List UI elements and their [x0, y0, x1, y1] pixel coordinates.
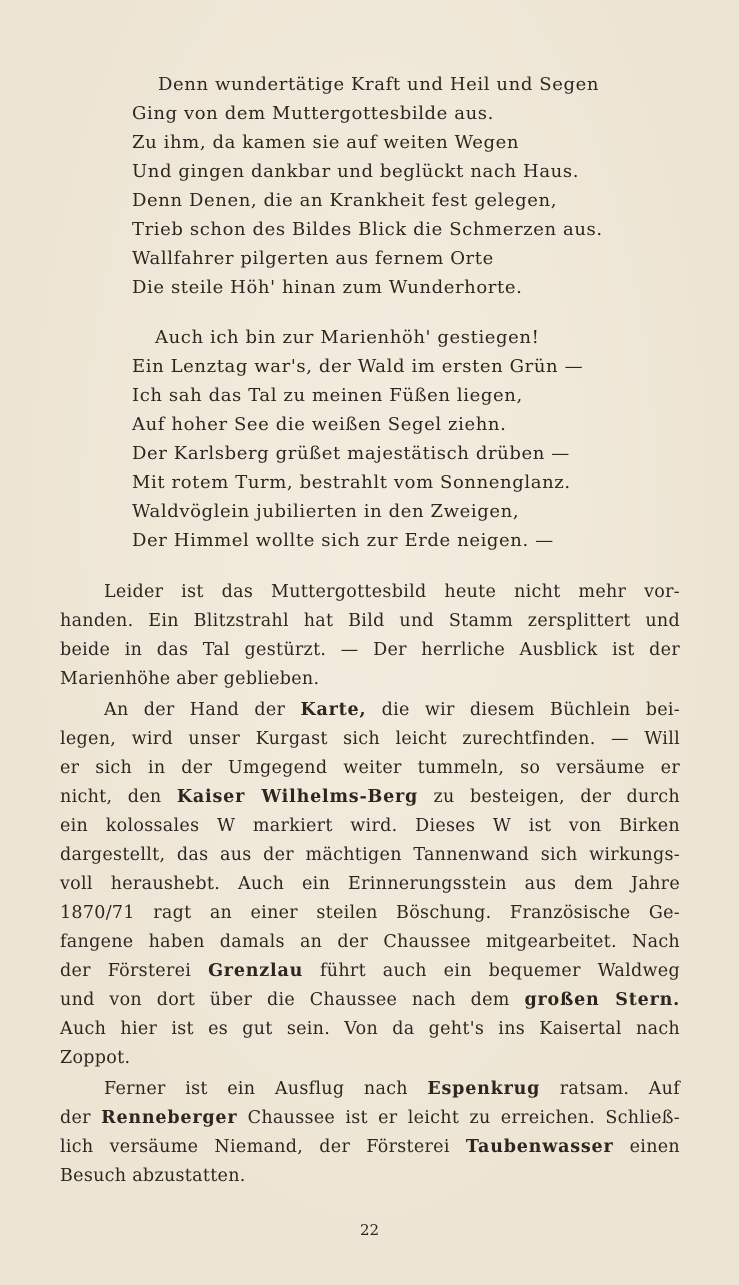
text-line: [60, 959, 680, 983]
poem-line: Ich sah das Tal zu meinen Füßen liegen,: [132, 385, 523, 406]
text-segment: der: [60, 1108, 91, 1128]
text-line: dargestellt, das aus der mächtigen Tannenwand sich wirkungs-: [60, 845, 680, 865]
text-line: [104, 698, 680, 722]
text-line: [60, 785, 680, 809]
text-line: [104, 1077, 680, 1101]
text-line: [60, 988, 680, 1012]
text-line: Auch hier ist es gut sein. Von da geht's ins Kaisertal nach: [60, 1019, 680, 1039]
emphasized-term: großen Stern.: [524, 990, 680, 1010]
text-segment: zu besteigen, der durch: [433, 787, 680, 807]
poem-line: Die steile Höh' hinan zum Wunderhorte.: [132, 277, 523, 298]
poem-line: Waldvöglein jubilierten in den Zweigen,: [132, 501, 520, 522]
text-segment: führt auch ein bequemer Waldweg: [320, 961, 680, 981]
text-segment: die wir diesem Büchlein bei-: [381, 700, 680, 720]
emphasized-term: Grenzlau: [208, 961, 304, 981]
text-line: [60, 1106, 680, 1130]
text-line: voll heraushebt. Auch ein Erinnerungsstein aus dem Jahre: [60, 874, 680, 894]
text-segment: ratsam. Auf: [559, 1079, 680, 1099]
poem-line: Der Karlsberg grüßet majestätisch drüben —: [132, 443, 570, 464]
text-segment: An der Hand der: [104, 700, 286, 720]
emphasized-term: Renneberger: [101, 1108, 238, 1128]
page-number: 22: [359, 1221, 380, 1239]
text-segment: Ferner ist ein Ausflug nach: [104, 1079, 408, 1099]
poem-line: Trieb schon des Bildes Blick die Schmerzen aus.: [132, 219, 603, 240]
text-segment: lich versäume Niemand, der Försterei: [60, 1137, 450, 1157]
poem-line: Auch ich bin zur Marienhöh' gestiegen!: [155, 327, 540, 348]
poem-line: Auf hoher See die weißen Segel ziehn.: [132, 414, 507, 435]
emphasized-term: Espenkrug: [427, 1079, 541, 1099]
text-segment: Chaussee ist er leicht zu erreichen. Schließ-: [247, 1108, 680, 1128]
poem-line: Denn wundertätige Kraft und Heil und Segen: [158, 74, 600, 95]
text-line: [60, 1135, 680, 1159]
emphasized-term: Kaiser Wilhelms-Berg: [176, 787, 419, 807]
text-line: er sich in der Umgegend weiter tummeln, so versäume er: [60, 758, 680, 778]
emphasized-term: Karte,: [300, 700, 367, 720]
text-line: 1870/71 ragt an einer steilen Böschung. Französische Ge-: [60, 903, 680, 923]
text-segment: und von dort über die Chaussee nach dem: [60, 990, 510, 1010]
poem-line: Denn Denen, die an Krankheit fest gelegen,: [132, 190, 558, 211]
emphasized-term: Taubenwasser: [465, 1137, 614, 1157]
poem-line: Der Himmel wollte sich zur Erde neigen. —: [132, 530, 554, 551]
text-line: Leider ist das Muttergottesbild heute nicht mehr vor-: [104, 582, 680, 602]
text-line: legen, wird unser Kurgast sich leicht zurechtfinden. — Will: [60, 729, 680, 749]
text-line: handen. Ein Blitzstrahl hat Bild und Stamm zersplittert und: [60, 611, 680, 631]
text-line: ein kolossales W markiert wird. Dieses W ist von Birken: [60, 816, 680, 836]
poem-line: Mit rotem Turm, bestrahlt vom Sonnenglanz.: [132, 472, 571, 493]
poem-line: Wallfahrer pilgerten aus fernem Orte: [132, 248, 494, 269]
text-line: fangene haben damals an der Chaussee mitgearbeitet. Nach: [60, 932, 680, 952]
text-line: Zoppot.: [60, 1048, 131, 1068]
text-line: Besuch abzustatten.: [60, 1166, 246, 1186]
text-segment: nicht, den: [60, 787, 162, 807]
poem-line: Ging von dem Muttergottesbilde aus.: [132, 103, 494, 124]
text-line: Marienhöhe aber geblieben.: [60, 669, 320, 689]
poem-line: Ein Lenztag war's, der Wald im ersten Grün —: [132, 356, 584, 377]
poem-line: Zu ihm, da kamen sie auf weiten Wegen: [132, 132, 520, 153]
text-segment: einen: [629, 1137, 680, 1157]
text-segment: der Försterei: [60, 961, 192, 981]
poem-line: Und gingen dankbar und beglückt nach Haus.: [132, 161, 580, 182]
text-line: beide in das Tal gestürzt. — Der herrliche Ausblick ist der: [60, 640, 680, 660]
